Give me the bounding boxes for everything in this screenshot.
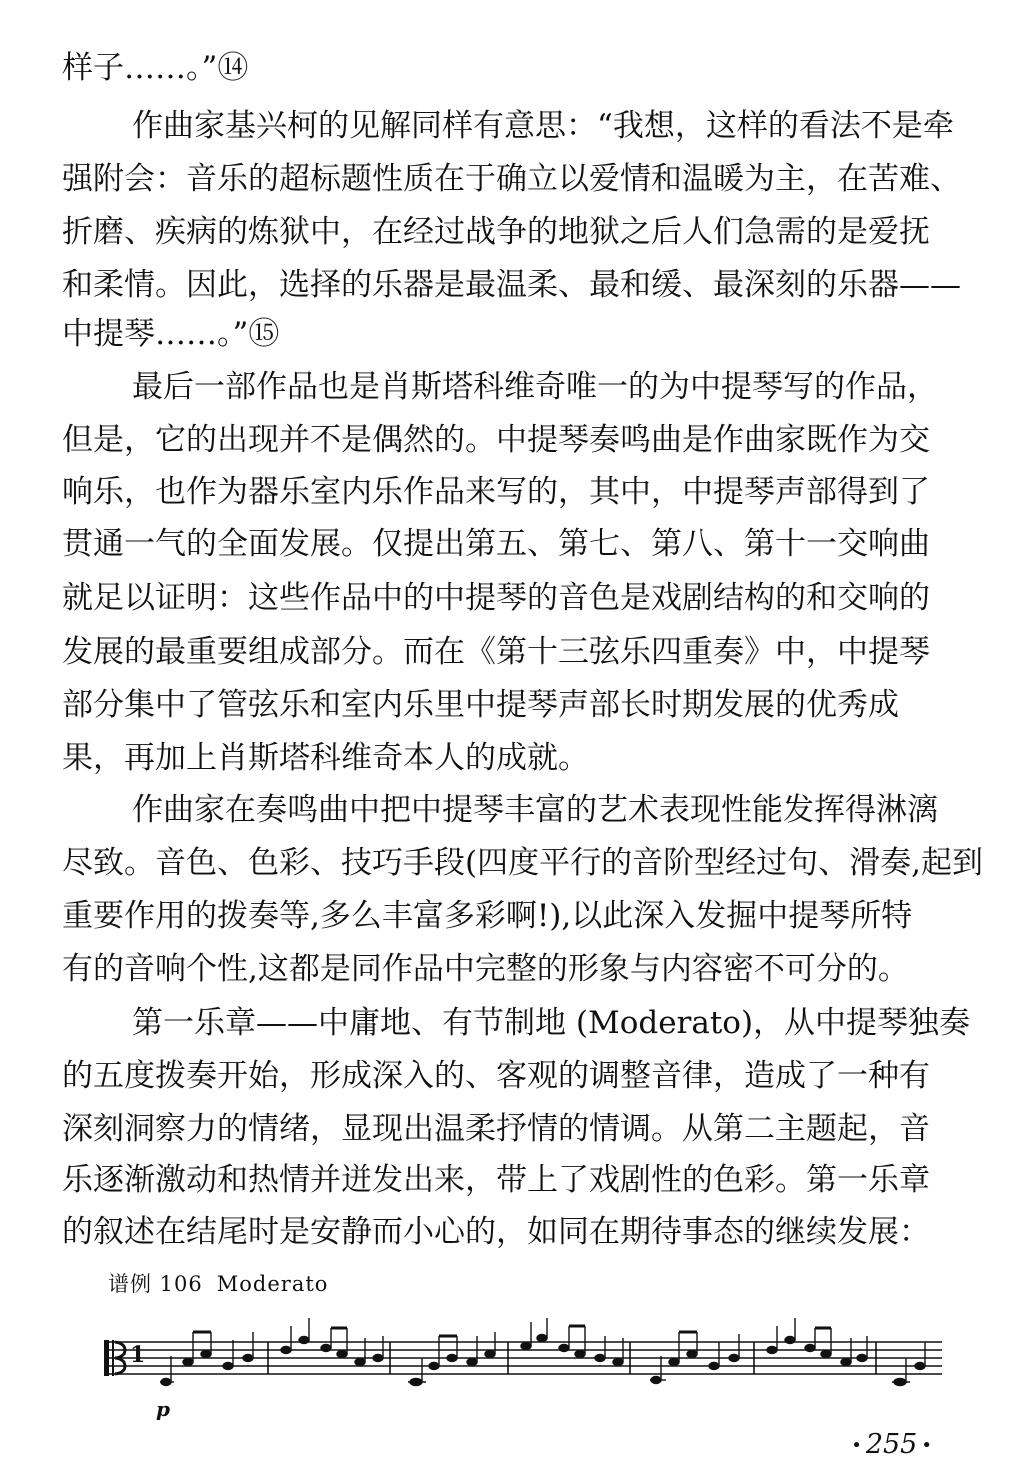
text-line: 就足以证明：这些作品中的中提琴的音色是戏剧结构的和交响的 (62, 580, 930, 616)
svg-text:1: 1 (130, 1342, 146, 1368)
text-line: 部分集中了管弦乐和室内乐里中提琴声部长时期发展的优秀成 (62, 687, 899, 723)
text-line: 强附会：音乐的超标题性质在于确立以爱情和温暖为主，在苦难、 (62, 161, 961, 197)
music-example-label (108, 1270, 328, 1298)
tempo-marking: Moderato (216, 1272, 329, 1296)
text-line: 果，再加上肖斯塔科维奇本人的成就。 (62, 740, 589, 776)
text-line: 第一乐章——中庸地、有节制地 (Moderato)，从中提琴独奏 (132, 1005, 971, 1041)
notes (160, 1318, 925, 1386)
text-line: 响乐，也作为器乐室内乐作品来写的，其中，中提琴声部得到了 (62, 474, 930, 510)
music-staff (90, 1318, 960, 1428)
text-line: 和柔情。因此，选择的乐器是最温柔、最和缓、最深刻的乐器—— (62, 267, 961, 303)
text-line: 重要作用的拨奏等,多么丰富多彩啊!),以此深入发掘中提琴所特 (62, 898, 913, 934)
text-line: 但是，它的出现并不是偶然的。中提琴奏鸣曲是作曲家既作为交 (62, 422, 930, 458)
text-line: 尽致。音色、色彩、技巧手段(四度平行的音阶型经过句、滑奏,起到 (62, 845, 983, 881)
text-line: 中提琴……。”⑮ (62, 316, 280, 352)
bullet-icon: • (921, 1434, 932, 1456)
text-line: 贯通一气的全面发展。仅提出第五、第七、第八、第十一交响曲 (62, 526, 930, 562)
text-line: 深刻洞察力的情绪，显现出温柔抒情的情调。从第二主题起，音 (62, 1111, 930, 1147)
text-line: 有的音响个性,这都是同作品中完整的形象与内容密不可分的。 (62, 951, 909, 987)
text-line: 作曲家在奏鸣曲中把中提琴丰富的艺术表现性能发挥得淋漓 (132, 792, 938, 828)
text-line: 样子……。”⑭ (62, 50, 249, 86)
text-line: 作曲家基兴柯的见解同样有意思：“我想，这样的看法不是牵 (132, 108, 954, 144)
dynamic-marking: p (156, 1397, 170, 1421)
text-line: 乐逐渐激动和热情并迸发出来，带上了戏剧性的色彩。第一乐章 (62, 1162, 930, 1198)
example-number: 谱例 106 (108, 1272, 203, 1296)
page-number (847, 1428, 936, 1463)
bullet-icon: • (851, 1434, 862, 1456)
page-number-value: 255 (865, 1429, 918, 1460)
text-line: 的叙述在结尾时是安静而小心的，如同在期待事态的继续发展： (62, 1214, 930, 1250)
text-line: 发展的最重要组成部分。而在《第十三弦乐四重奏》中，中提琴 (62, 634, 930, 670)
text-line: 最后一部作品也是肖斯塔科维奇唯一的为中提琴写的作品， (132, 369, 938, 405)
text-line: 折磨、疾病的炼狱中，在经过战争的地狱之后人们急需的是爱抚 (62, 214, 930, 250)
text-line: 的五度拨奏开始，形成深入的、客观的调整音律，造成了一种有 (62, 1058, 930, 1094)
